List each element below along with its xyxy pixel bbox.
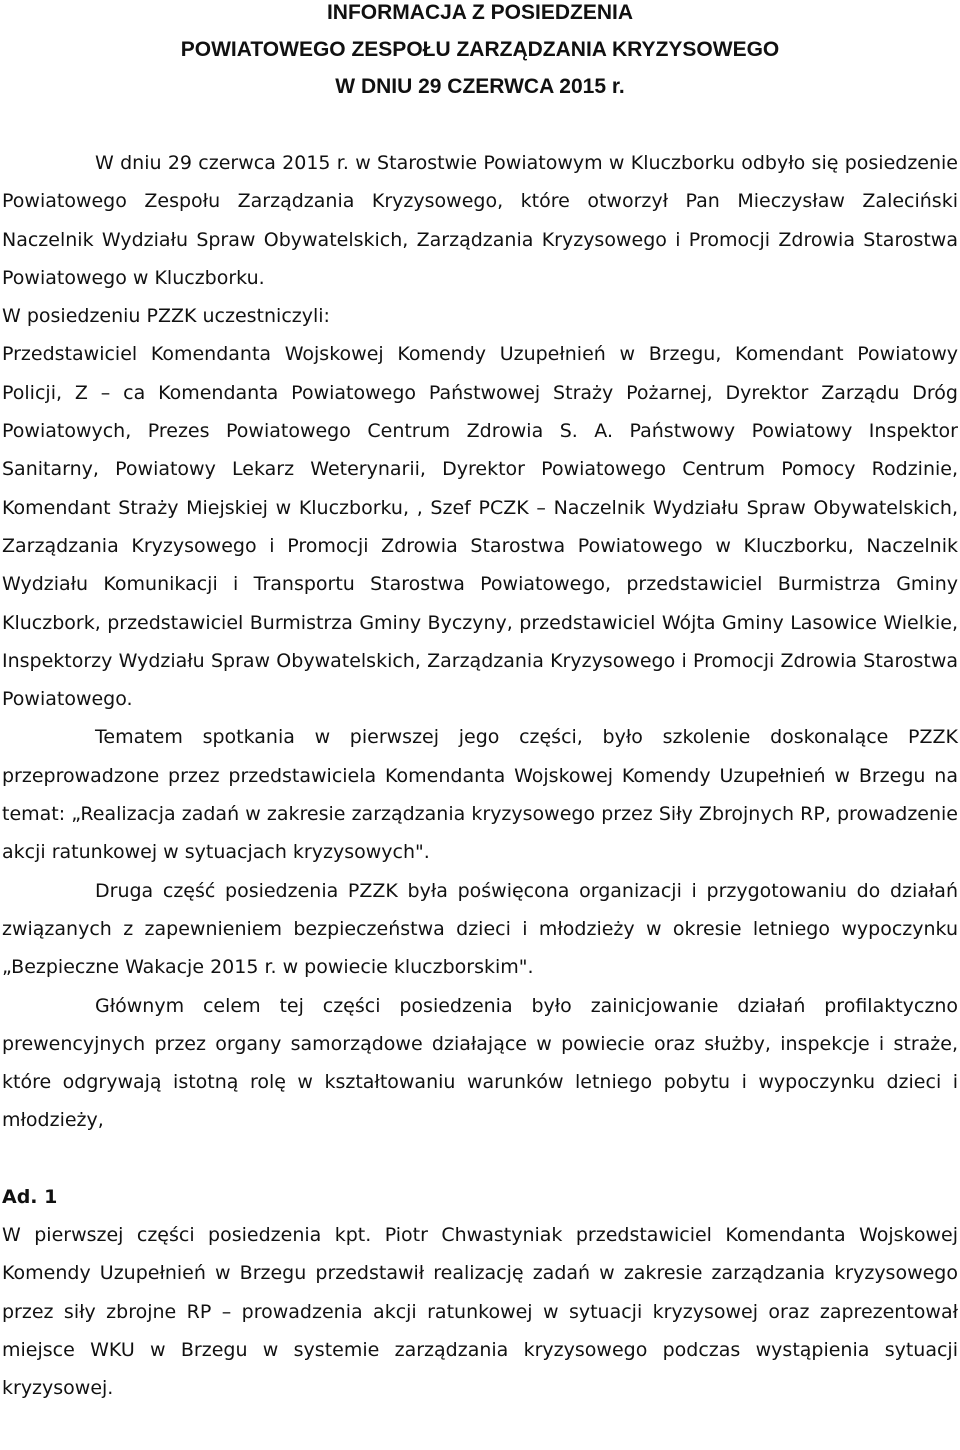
paragraph-participants-intro: W posiedzeniu PZZK uczestniczyli: [2,305,330,328]
title-line-2: POWIATOWEGO ZESPOŁU ZARZĄDZANIA KRYZYSOWEGO [180,38,780,61]
paragraph-main-goal: Głównym celem tej części posiedzenia było zainicjowanie działań profilaktyczno prewencyjnych przez organy samorządowe działające w powiecie oraz służby, inspekcje i straże, które odgrywają istotną rolę w kształtowaniu warunków letniego pobytu i wypoczynku dzieci i młodzieży, [2,994,958,1132]
paragraph-opening: W dniu 29 czerwca 2015 r. w Starostwie Powiatowym w Kluczborku odbyło się posiedzenie Powiatowego Zespołu Zarządzania Kryzysowego, które otworzył Pan Mieczysław Zaleciński Naczelnik Wydziału Spraw Obywatelskich, Zarządzania Kryzysowego i Promocji Zdrowia Starostwa Powiatowego w Kluczborku. [2,152,958,289]
blank-line [2,1140,958,1178]
document-title [0,0,960,105]
title-line-3: W DNIU 29 CZERWCA 2015 r. [335,75,625,98]
section-heading-ad1: Ad. 1 [2,1185,58,1208]
paragraph-ad1: W pierwszej części posiedzenia kpt. Piotr Chwastyniak przedstawiciel Komendanta Wojskowej Komendy Uzupełnień w Brzegu przedstawił realizację zadań w zakresie zarządzania kryzysowego przez siły zbrojne RP – prowadzenia akcji ratunkowej w sytuacji kryzysowej oraz zaprezentował miejsce WKU w Brzegu w systemie zarządzania kryzysowego podczas wystąpienia sytuacji kryzysowej. [2,1224,958,1400]
paragraph-second-part: Druga część posiedzenia PZZK była poświęcona organizacji i przygotowaniu do działań związanych z zapewnieniem bezpieczeństwa dzieci i młodzieży w okresie letniego wypoczynku „Bezpieczne Wakacje 2015 r. w powiecie kluczborskim". [2,879,958,979]
document-body [2,144,958,1408]
paragraph-topic: Tematem spotkania w pierwszej jego części, było szkolenie doskonalące PZZK przeprowadzone przez przedstawiciela Komendanta Wojskowej Komendy Uzupełnień w Brzegu na temat: „Realizacja zadań w zakresie zarządzania kryzysowego przez Siły Zbrojnych RP, prowadzenie akcji ratunkowej w sytuacjach kryzysowych". [2,726,958,864]
title-line-1: INFORMACJA Z POSIEDZENIA [326,1,634,24]
paragraph-participants-list: Przedstawiciel Komendanta Wojskowej Komendy Uzupełnień w Brzegu, Komendant Powiatowy Policji, Z – ca Komendanta Powiatowego Państwowej Straży Pożarnej, Dyrektor Zarządu Dróg Powiatowych, Prezes Powiatowego Centrum Zdrowia S. A. Państwowy Powiatowy Inspektor Sanitarny, Powiatowy Lekarz Weterynarii, Dyrektor Powiatowego Centrum Pomocy Rodzinie, Komendant Straży Miejskiej w Kluczborku, , Szef PCZK – Naczelnik Wydziału Spraw Obywatelskich, Zarządzania Kryzysowego i Promocji Zdrowia Starostwa Powiatowego w Kluczborku, Naczelnik Wydziału Komunikacji i Transportu Starostwa Powiatowego, przedstawiciel Burmistrza Gminy Kluczbork, przedstawiciel Burmistrza Gminy Byczyny, przedstawiciel Wójta Gminy Lasowice Wielkie, Inspektorzy Wydziału Spraw Obywatelskich, Zarządzania Kryzysowego i Promocji Zdrowia Starostwa Powiatowego. [2,343,958,711]
